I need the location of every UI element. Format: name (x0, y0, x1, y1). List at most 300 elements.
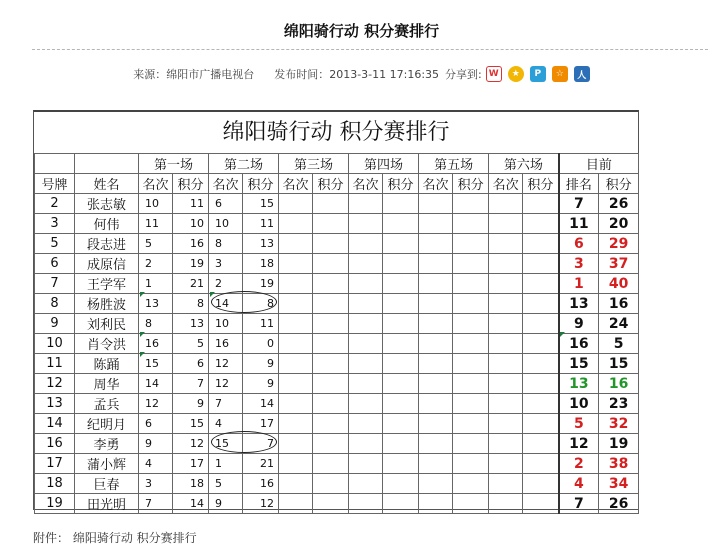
empty-round-cell (383, 194, 419, 214)
plate-number: 3 (35, 214, 75, 234)
current-score: 20 (599, 214, 639, 234)
table-row (35, 294, 639, 314)
table-row (35, 354, 639, 374)
empty-round-cell (523, 294, 559, 314)
empty-round-cell (279, 294, 313, 314)
header-current-rank: 排名 (559, 174, 599, 194)
round1-rank: 6 (139, 414, 173, 434)
round1-rank: 15 (139, 354, 173, 374)
empty-round-cell (313, 374, 349, 394)
empty-round-cell (419, 194, 453, 214)
round2-rank: 8 (209, 234, 243, 254)
rider-name: 成原信 (75, 254, 139, 274)
plate-number: 5 (35, 234, 75, 254)
empty-round-cell (489, 294, 523, 314)
current-score: 15 (599, 354, 639, 374)
header-round: 第一场 (139, 154, 209, 174)
current-score: 19 (599, 434, 639, 454)
round2-rank: 10 (209, 314, 243, 334)
comment-marker-icon (140, 292, 145, 297)
header-row-columns (35, 174, 639, 194)
empty-round-cell (489, 494, 523, 514)
plate-number: 12 (35, 374, 75, 394)
empty-round-cell (453, 454, 489, 474)
empty-round-cell (383, 334, 419, 354)
round2-score: 0 (243, 334, 279, 354)
empty-round-cell (383, 314, 419, 334)
comment-marker-icon (140, 332, 145, 337)
empty-round-cell (279, 394, 313, 414)
rider-name: 肖令洪 (75, 334, 139, 354)
empty-round-cell (349, 494, 383, 514)
round1-score: 19 (173, 254, 209, 274)
empty-round-cell (349, 234, 383, 254)
empty-round-cell (383, 214, 419, 234)
round2-rank: 15 (209, 434, 243, 454)
empty-round-cell (313, 214, 349, 234)
empty-round-cell (523, 234, 559, 254)
current-rank: 13 (559, 294, 599, 314)
round2-rank: 2 (209, 274, 243, 294)
round2-score: 16 (243, 474, 279, 494)
round2-score: 9 (243, 374, 279, 394)
table-row (35, 434, 639, 454)
empty-round-cell (279, 474, 313, 494)
empty-round-cell (453, 394, 489, 414)
current-rank: 13 (559, 374, 599, 394)
empty-round-cell (279, 254, 313, 274)
empty-round-cell (313, 474, 349, 494)
header-current: 目前 (559, 154, 639, 174)
table-row (35, 274, 639, 294)
empty-round-cell (419, 494, 453, 514)
rider-name: 周华 (75, 374, 139, 394)
empty-round-cell (419, 234, 453, 254)
round1-score: 18 (173, 474, 209, 494)
empty-round-cell (383, 434, 419, 454)
publish-label: 发布时间： (274, 68, 330, 81)
empty-round-cell (279, 314, 313, 334)
current-rank: 6 (559, 234, 599, 254)
share-icons (486, 66, 590, 82)
empty-round-cell (489, 334, 523, 354)
header-score: 积分 (453, 174, 489, 194)
round1-rank: 1 (139, 274, 173, 294)
plate-number: 16 (35, 434, 75, 454)
empty-round-cell (313, 394, 349, 414)
round1-rank: 11 (139, 214, 173, 234)
empty-round-cell (489, 414, 523, 434)
empty-round-cell (489, 194, 523, 214)
empty-round-cell (419, 334, 453, 354)
current-rank: 2 (559, 454, 599, 474)
table-row (35, 454, 639, 474)
empty-round-cell (383, 254, 419, 274)
rider-name: 陈踊 (75, 354, 139, 374)
round2-score: 19 (243, 274, 279, 294)
renren-icon[interactable]: 人 (574, 66, 590, 82)
round2-rank: 16 (209, 334, 243, 354)
comment-marker-icon (140, 352, 145, 357)
attachment-link[interactable]: 绵阳骑行动 积分赛排行 (72, 531, 197, 545)
round2-score: 13 (243, 234, 279, 254)
empty-round-cell (453, 474, 489, 494)
current-score: 16 (599, 374, 639, 394)
round1-rank: 13 (139, 294, 173, 314)
round1-rank: 4 (139, 454, 173, 474)
empty-round-cell (279, 214, 313, 234)
sheet-title: 绵阳骑行动 积分赛排行 (222, 120, 450, 145)
empty-round-cell (349, 194, 383, 214)
empty-round-cell (453, 294, 489, 314)
empty-round-cell (453, 434, 489, 454)
header-rank: 名次 (489, 174, 523, 194)
empty-round-cell (349, 254, 383, 274)
round1-score: 10 (173, 214, 209, 234)
empty-round-cell (349, 314, 383, 334)
plate-number: 9 (35, 314, 75, 334)
round1-score: 7 (173, 374, 209, 394)
round2-score: 15 (243, 194, 279, 214)
round2-rank: 4 (209, 414, 243, 434)
plate-number: 14 (35, 414, 75, 434)
round1-score: 12 (173, 434, 209, 454)
round1-rank: 7 (139, 494, 173, 514)
article-meta (0, 65, 723, 83)
current-score: 24 (599, 314, 639, 334)
empty-round-cell (453, 414, 489, 434)
round1-rank: 9 (139, 434, 173, 454)
header-score: 积分 (173, 174, 209, 194)
plate-number: 13 (35, 394, 75, 414)
empty-round-cell (383, 374, 419, 394)
table-row (35, 414, 639, 434)
empty-round-cell (453, 494, 489, 514)
empty-round-cell (279, 454, 313, 474)
round2-rank: 9 (209, 494, 243, 514)
empty-round-cell (349, 334, 383, 354)
empty-round-cell (279, 234, 313, 254)
title-divider (32, 49, 708, 50)
empty-round-cell (489, 394, 523, 414)
empty-round-cell (313, 314, 349, 334)
empty-round-cell (489, 254, 523, 274)
ranking-table (34, 153, 639, 514)
round1-score: 17 (173, 454, 209, 474)
round1-score: 14 (173, 494, 209, 514)
empty-round-cell (453, 374, 489, 394)
round2-score: 9 (243, 354, 279, 374)
empty-round-cell (489, 214, 523, 234)
empty-round-cell (523, 354, 559, 374)
table-row (35, 214, 639, 234)
empty-round-cell (313, 274, 349, 294)
round1-score: 21 (173, 274, 209, 294)
current-score: 37 (599, 254, 639, 274)
round1-score: 5 (173, 334, 209, 354)
empty-round-cell (489, 434, 523, 454)
empty-round-cell (523, 314, 559, 334)
weibo-icon[interactable]: W (486, 66, 502, 82)
empty-round-cell (489, 474, 523, 494)
empty-round-cell (419, 454, 453, 474)
empty-round-cell (523, 454, 559, 474)
header-round: 第三场 (279, 154, 349, 174)
rider-name: 孟兵 (75, 394, 139, 414)
empty-round-cell (313, 294, 349, 314)
empty-round-cell (523, 474, 559, 494)
round1-score: 8 (173, 294, 209, 314)
round1-rank: 8 (139, 314, 173, 334)
empty-round-cell (419, 394, 453, 414)
current-rank: 12 (559, 434, 599, 454)
current-score: 32 (599, 414, 639, 434)
round1-rank: 12 (139, 394, 173, 414)
round2-rank: 5 (209, 474, 243, 494)
table-row (35, 494, 639, 514)
empty-round-cell (349, 374, 383, 394)
empty-round-cell (383, 474, 419, 494)
header-row-rounds (35, 154, 639, 174)
empty-round-cell (453, 334, 489, 354)
empty-round-cell (453, 254, 489, 274)
current-score: 34 (599, 474, 639, 494)
round2-rank: 10 (209, 214, 243, 234)
empty-round-cell (279, 414, 313, 434)
current-rank: 15 (559, 354, 599, 374)
plate-number: 17 (35, 454, 75, 474)
empty-round-cell (419, 214, 453, 234)
current-score: 40 (599, 274, 639, 294)
empty-round-cell (313, 494, 349, 514)
empty-round-cell (453, 214, 489, 234)
header-round: 第六场 (489, 154, 559, 174)
round1-rank: 14 (139, 374, 173, 394)
empty-round-cell (523, 214, 559, 234)
rider-name: 段志进 (75, 234, 139, 254)
empty-round-cell (453, 314, 489, 334)
empty-round-cell (313, 434, 349, 454)
table-row (35, 194, 639, 214)
table-row (35, 334, 639, 354)
current-rank: 4 (559, 474, 599, 494)
empty-round-cell (313, 414, 349, 434)
table-row (35, 254, 639, 274)
empty-round-cell (279, 494, 313, 514)
empty-round-cell (279, 434, 313, 454)
current-score: 23 (599, 394, 639, 414)
rider-name: 张志敏 (75, 194, 139, 214)
empty-round-cell (419, 254, 453, 274)
round2-score: 11 (243, 214, 279, 234)
round2-rank: 12 (209, 374, 243, 394)
empty-round-cell (523, 414, 559, 434)
plate-number: 6 (35, 254, 75, 274)
empty-round-cell (383, 354, 419, 374)
rider-name: 李勇 (75, 434, 139, 454)
empty-round-cell (453, 354, 489, 374)
round2-score: 14 (243, 394, 279, 414)
empty-round-cell (313, 234, 349, 254)
share-label: 分享到: (445, 68, 482, 81)
table-row (35, 234, 639, 254)
empty-round-cell (349, 354, 383, 374)
publish-time: 2013-3-11 17:16:35 (329, 67, 440, 81)
empty-round-cell (419, 434, 453, 454)
empty-round-cell (523, 194, 559, 214)
comment-marker-icon (210, 292, 215, 297)
article-title: 绵阳骑行动 积分赛排行 (283, 22, 440, 40)
empty-round-cell (349, 214, 383, 234)
favorite-icon[interactable]: ☆ (552, 66, 568, 82)
source-label: 来源： (133, 68, 167, 81)
source-value: 绵阳市广播电视台 (166, 68, 255, 81)
current-score: 16 (599, 294, 639, 314)
empty-round-cell (523, 394, 559, 414)
round1-rank: 5 (139, 234, 173, 254)
header-rank: 名次 (419, 174, 453, 194)
ranking-sheet-image (33, 110, 639, 513)
empty-round-cell (489, 374, 523, 394)
header-round: 第二场 (209, 154, 279, 174)
empty-round-cell (419, 414, 453, 434)
rider-name: 王学军 (75, 274, 139, 294)
rider-name: 巨春 (75, 474, 139, 494)
empty-round-cell (383, 274, 419, 294)
round2-rank: 1 (209, 454, 243, 474)
current-rank: 5 (559, 414, 599, 434)
empty-round-cell (313, 354, 349, 374)
empty-round-cell (349, 294, 383, 314)
current-rank: 3 (559, 254, 599, 274)
empty-round-cell (489, 274, 523, 294)
current-rank: 1 (559, 274, 599, 294)
empty-round-cell (453, 274, 489, 294)
empty-round-cell (489, 314, 523, 334)
empty-round-cell (349, 414, 383, 434)
header-name: 姓名 (75, 174, 139, 194)
empty-round-cell (419, 374, 453, 394)
round2-score: 11 (243, 314, 279, 334)
round1-score: 11 (173, 194, 209, 214)
current-rank: 7 (559, 194, 599, 214)
rider-name: 何伟 (75, 214, 139, 234)
attachment-label: 附件： (33, 531, 70, 545)
empty-round-cell (453, 194, 489, 214)
header-round: 第五场 (419, 154, 489, 174)
empty-round-cell (383, 294, 419, 314)
plate-number: 11 (35, 354, 75, 374)
current-rank: 7 (559, 494, 599, 514)
round1-score: 9 (173, 394, 209, 414)
empty-round-cell (349, 274, 383, 294)
empty-round-cell (279, 334, 313, 354)
empty-round-cell (523, 374, 559, 394)
qzone-icon[interactable]: ★ (508, 66, 524, 82)
current-rank: 16 (559, 334, 599, 354)
rider-name: 杨胜波 (75, 294, 139, 314)
round2-score: 7 (243, 434, 279, 454)
current-score: 26 (599, 494, 639, 514)
header-rank: 名次 (279, 174, 313, 194)
plate-number: 19 (35, 494, 75, 514)
round1-score: 16 (173, 234, 209, 254)
empty-round-cell (383, 414, 419, 434)
rider-name: 刘利民 (75, 314, 139, 334)
round2-score: 18 (243, 254, 279, 274)
empty-round-cell (523, 494, 559, 514)
current-rank: 11 (559, 214, 599, 234)
empty-round-cell (279, 194, 313, 214)
round2-rank: 7 (209, 394, 243, 414)
header-score: 积分 (243, 174, 279, 194)
header-rank: 名次 (349, 174, 383, 194)
empty-round-cell (349, 394, 383, 414)
round2-score: 8 (243, 294, 279, 314)
header-blank (75, 154, 139, 174)
empty-round-cell (453, 234, 489, 254)
header-plate-no: 号牌 (35, 174, 75, 194)
attachment-line (33, 529, 197, 546)
round2-rank: 6 (209, 194, 243, 214)
round1-score: 6 (173, 354, 209, 374)
empty-round-cell (523, 274, 559, 294)
round1-rank: 3 (139, 474, 173, 494)
empty-round-cell (279, 374, 313, 394)
empty-round-cell (489, 354, 523, 374)
empty-round-cell (313, 454, 349, 474)
plate-number: 8 (35, 294, 75, 314)
header-blank (35, 154, 75, 174)
current-score: 26 (599, 194, 639, 214)
header-score: 积分 (313, 174, 349, 194)
round2-rank: 3 (209, 254, 243, 274)
plate-number: 7 (35, 274, 75, 294)
empty-round-cell (383, 234, 419, 254)
header-round: 第四场 (349, 154, 419, 174)
plate-number: 18 (35, 474, 75, 494)
round1-rank: 10 (139, 194, 173, 214)
round1-rank: 16 (139, 334, 173, 354)
empty-round-cell (349, 474, 383, 494)
round2-score: 12 (243, 494, 279, 514)
header-rank: 名次 (209, 174, 243, 194)
empty-round-cell (419, 314, 453, 334)
round1-rank: 2 (139, 254, 173, 274)
comment-marker-icon (560, 332, 565, 337)
header-current-score: 积分 (599, 174, 639, 194)
rider-name: 田光明 (75, 494, 139, 514)
empty-round-cell (419, 354, 453, 374)
empty-round-cell (313, 334, 349, 354)
current-rank: 10 (559, 394, 599, 414)
rider-name: 蒲小辉 (75, 454, 139, 474)
round2-score: 21 (243, 454, 279, 474)
round1-score: 13 (173, 314, 209, 334)
empty-round-cell (349, 454, 383, 474)
empty-round-cell (419, 274, 453, 294)
header-score: 积分 (383, 174, 419, 194)
empty-round-cell (523, 434, 559, 454)
plate-number: 10 (35, 334, 75, 354)
pengyou-icon[interactable]: P (530, 66, 546, 82)
current-score: 29 (599, 234, 639, 254)
empty-round-cell (279, 274, 313, 294)
current-rank: 9 (559, 314, 599, 334)
round2-rank: 14 (209, 294, 243, 314)
empty-round-cell (523, 254, 559, 274)
empty-round-cell (349, 434, 383, 454)
